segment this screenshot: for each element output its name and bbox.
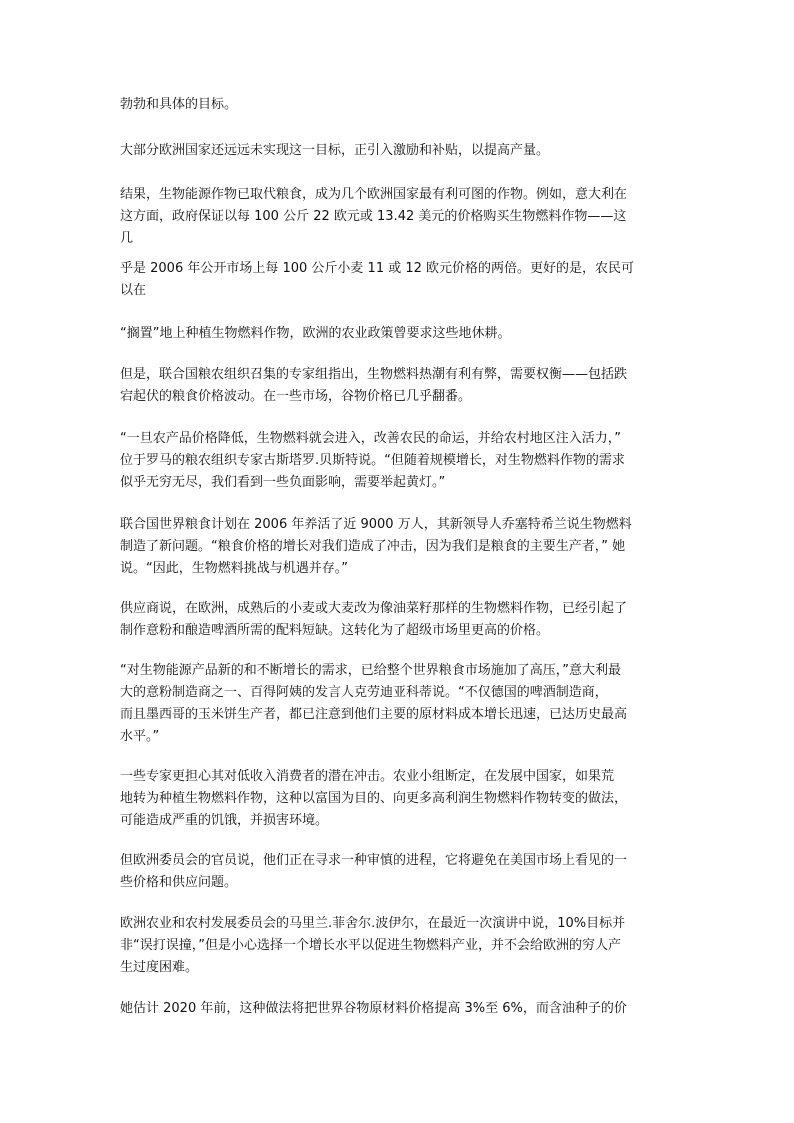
paragraph (120, 598, 680, 642)
text-line: 水平。” (120, 729, 160, 744)
text-line: 欧洲农业和农村发展委员会的马里兰.菲舍尔.波伊尔，在最近一次演讲中说，10%目标并 (120, 916, 626, 931)
text-line: 而且墨西哥的玉米饼生产者，都已注意到他们主要的原材料成本增长迅速，已达历史最高 (120, 707, 628, 722)
text-line: 几 (120, 231, 134, 246)
text-line: 说。“因此，生物燃料挑战与机遇并存。” (120, 561, 348, 576)
text-line: 联合国世界粮食计划在 2006 年养活了近 9000 万人，其新领导人乔塞特希兰说生物燃料 (120, 517, 632, 532)
text-line: “对生物能源产品新的和不断增长的需求，已给整个世界粮食市场施加了高压，”意大利最 (120, 663, 621, 678)
paragraph (120, 323, 680, 345)
paragraph (120, 660, 680, 748)
text-line: 似乎无穷无尽，我们看到一些负面影响，需要举起黄灯。” (120, 475, 446, 490)
paragraph (120, 998, 680, 1020)
paragraph (120, 913, 680, 979)
text-line: 些价格和供应问题。 (120, 875, 238, 890)
paragraph (120, 258, 680, 302)
text-line: 非“误打误撞，”但是小心选择一个增长水平以促进生物燃料产业，并不会给欧洲的穷人产 (120, 938, 621, 953)
paragraph (120, 850, 680, 894)
text-line: 地转为种植生物燃料作物，这种以富国为目的、向更多高利润生物燃料作物转变的做法， (120, 791, 628, 806)
text-line: 但是，联合国粮农组织召集的专家组指出，生物燃料热潮有利有弊，需要权衡——包括跌 (120, 367, 628, 382)
paragraph (120, 514, 680, 580)
paragraph (120, 364, 680, 408)
text-line: 勃勃和具体的目标。 (120, 97, 238, 112)
paragraph (120, 766, 680, 832)
text-line: 宕起伏的粮食价格波动。在一些市场，谷物价格已几乎翻番。 (120, 389, 472, 404)
text-line: 但欧洲委员会的官员说，他们正在寻求一种审慎的进程，它将避免在美国市场上看见的一 (120, 853, 628, 868)
text-line: 制造了新问题。“粮食价格的增长对我们造成了冲击，因为我们是粮食的主要生产者，” 她 (120, 539, 626, 554)
text-line: “搁置”地上种植生物燃料作物，欧洲的农业政策曾要求这些地休耕。 (120, 326, 511, 341)
paragraph (120, 140, 680, 162)
text-line: 大的意粉制造商之一、百得阿姨的发言人克劳迪亚科蒂说。“不仅德国的啤酒制造商， (120, 685, 608, 700)
text-line: 结果，生物能源作物已取代粮食，成为几个欧洲国家最有利可图的作物。例如，意大利在 (120, 187, 628, 202)
text-line: 以在 (120, 283, 147, 298)
text-line: 这方面，政府保证以每 100 公斤 22 欧元或 13.42 美元的价格购买生物燃料作物——这 (120, 209, 627, 224)
paragraph (120, 184, 680, 250)
text-line: 制作意粉和酿造啤酒所需的配料短缺。这转化为了超级市场里更高的价格。 (120, 623, 550, 638)
text-line: 大部分欧洲国家还远远未实现这一目标，正引入激励和补贴，以提高产量。 (120, 143, 550, 158)
paragraph (120, 94, 680, 116)
paragraph (120, 428, 680, 494)
text-line: “一旦农产品价格降低，生物燃料就会进入，改善农民的命运，并给农村地区注入活力，” (120, 431, 621, 446)
text-line: 位于罗马的粮农组织专家古斯塔罗.贝斯特说。“但随着规模增长，对生物燃料作物的需求 (120, 453, 625, 468)
text-line: 生过度困难。 (120, 960, 199, 975)
text-line: 乎是 2006 年公开市场上每 100 公斤小麦 11 或 12 欧元价格的两倍。更好的是，农民可 (120, 261, 635, 276)
text-line: 她估计 2020 年前，这种做法将把世界谷物原材料价格提高 3%至 6%，而含油种子的价 (120, 1001, 627, 1016)
text-line: 供应商说，在欧洲，成熟后的小麦或大麦改为像油菜籽那样的生物燃料作物，已经引起了 (120, 601, 628, 616)
text-line: 一些专家更担心其对低收入消费者的潜在冲击。农业小组断定，在发展中国家，如果荒 (120, 769, 615, 784)
text-line: 可能造成严重的饥饿，并损害环境。 (120, 813, 329, 828)
